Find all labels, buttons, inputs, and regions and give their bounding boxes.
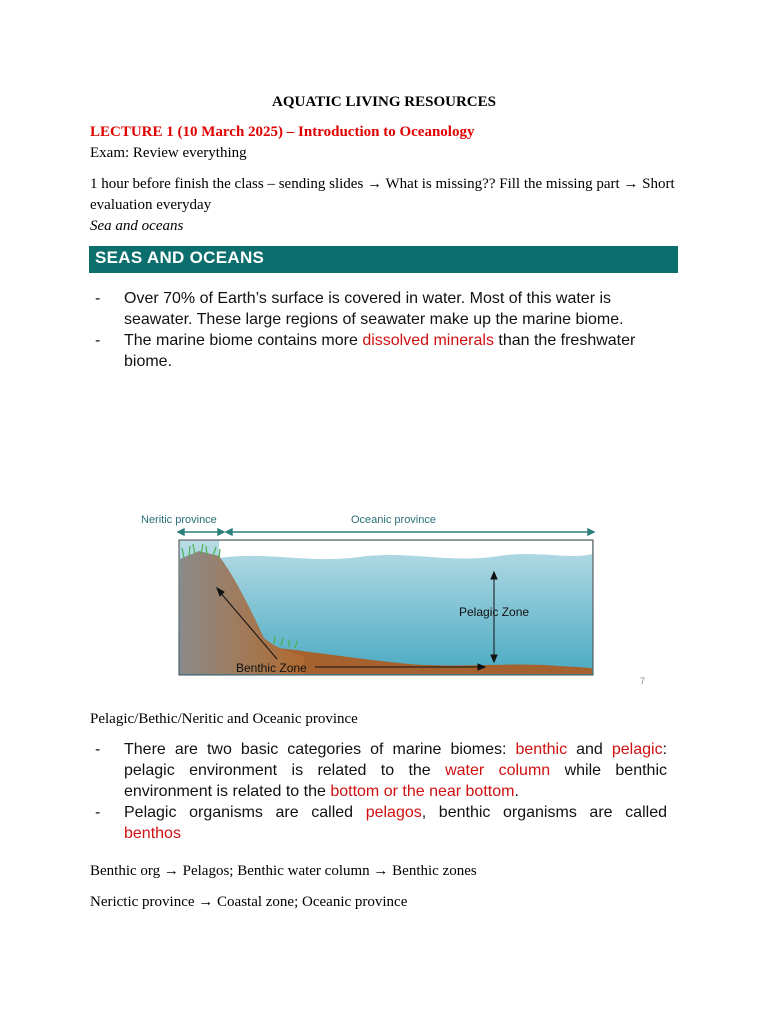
marine-biome-slide (89, 736, 678, 848)
bullet-dash: - (95, 290, 101, 307)
pelagic-zone-label: Pelagic Zone (459, 605, 530, 619)
oceanic-province-label: Oceanic province (351, 514, 436, 526)
slide2-bullet2-line1: Pelagic organisms are called pelagos, benthic organisms are called (124, 804, 667, 821)
exam-note: Exam: Review everything (90, 145, 247, 161)
document-title: AQUATIC LIVING RESOURCES (272, 94, 496, 110)
bullet2-line1: The marine biome contains more dissolved minerals than the freshwater (124, 332, 636, 349)
slide-page-number: 7 (639, 676, 645, 686)
neritic-province-label: Neritic province (141, 514, 217, 526)
bullet2-line2: biome. (124, 353, 173, 370)
subheading: Sea and oceans (90, 218, 184, 234)
bullet1-line2: seawater. These large regions of seawater make up the marine biome. (124, 311, 624, 328)
bullet-dash: - (95, 804, 101, 821)
slide2-bullet2-line2: benthos (124, 825, 181, 842)
oceanic-arrow (226, 529, 594, 535)
neritic-arrow (178, 529, 224, 535)
lecture-heading: LECTURE 1 (10 March 2025) – Introduction to Oceanology (90, 124, 475, 140)
class-note-line-1: 1 hour before finish the class – sending slides → What is missing?? Fill the missing part → Short (90, 176, 675, 192)
slide2-bullet1-line2: pelagic environment is related to the water column while benthic (124, 762, 668, 779)
slide-header-text: SEAS AND OCEANS (95, 248, 265, 267)
bullet-dash: - (95, 332, 101, 349)
slide2-bullets (95, 739, 666, 844)
caption-pelagic: Pelagic/Bethic/Neritic and Oceanic province (90, 711, 358, 727)
note-benthic: Benthic org → Pelagos; Benthic water column → Benthic zones (90, 863, 477, 879)
note-neritic: Nerictic province → Coastal zone; Oceanic province (90, 894, 408, 910)
benthic-zone-label: Benthic Zone (236, 661, 307, 675)
bullet1-line1: Over 70% of Earth’s surface is covered in water. Most of this water is (124, 290, 612, 307)
seas-and-oceans-slide (89, 246, 678, 695)
slide2-bullet1-line3: environment is related to the bottom or the near bottom. (124, 783, 519, 800)
class-note-line-2: evaluation everyday (90, 197, 212, 213)
bullet-dash: - (95, 741, 101, 758)
slide2-bullet1-line1: There are two basic categories of marine biomes: benthic and pelagic: (124, 741, 668, 758)
ocean-zones-diagram (89, 246, 678, 695)
